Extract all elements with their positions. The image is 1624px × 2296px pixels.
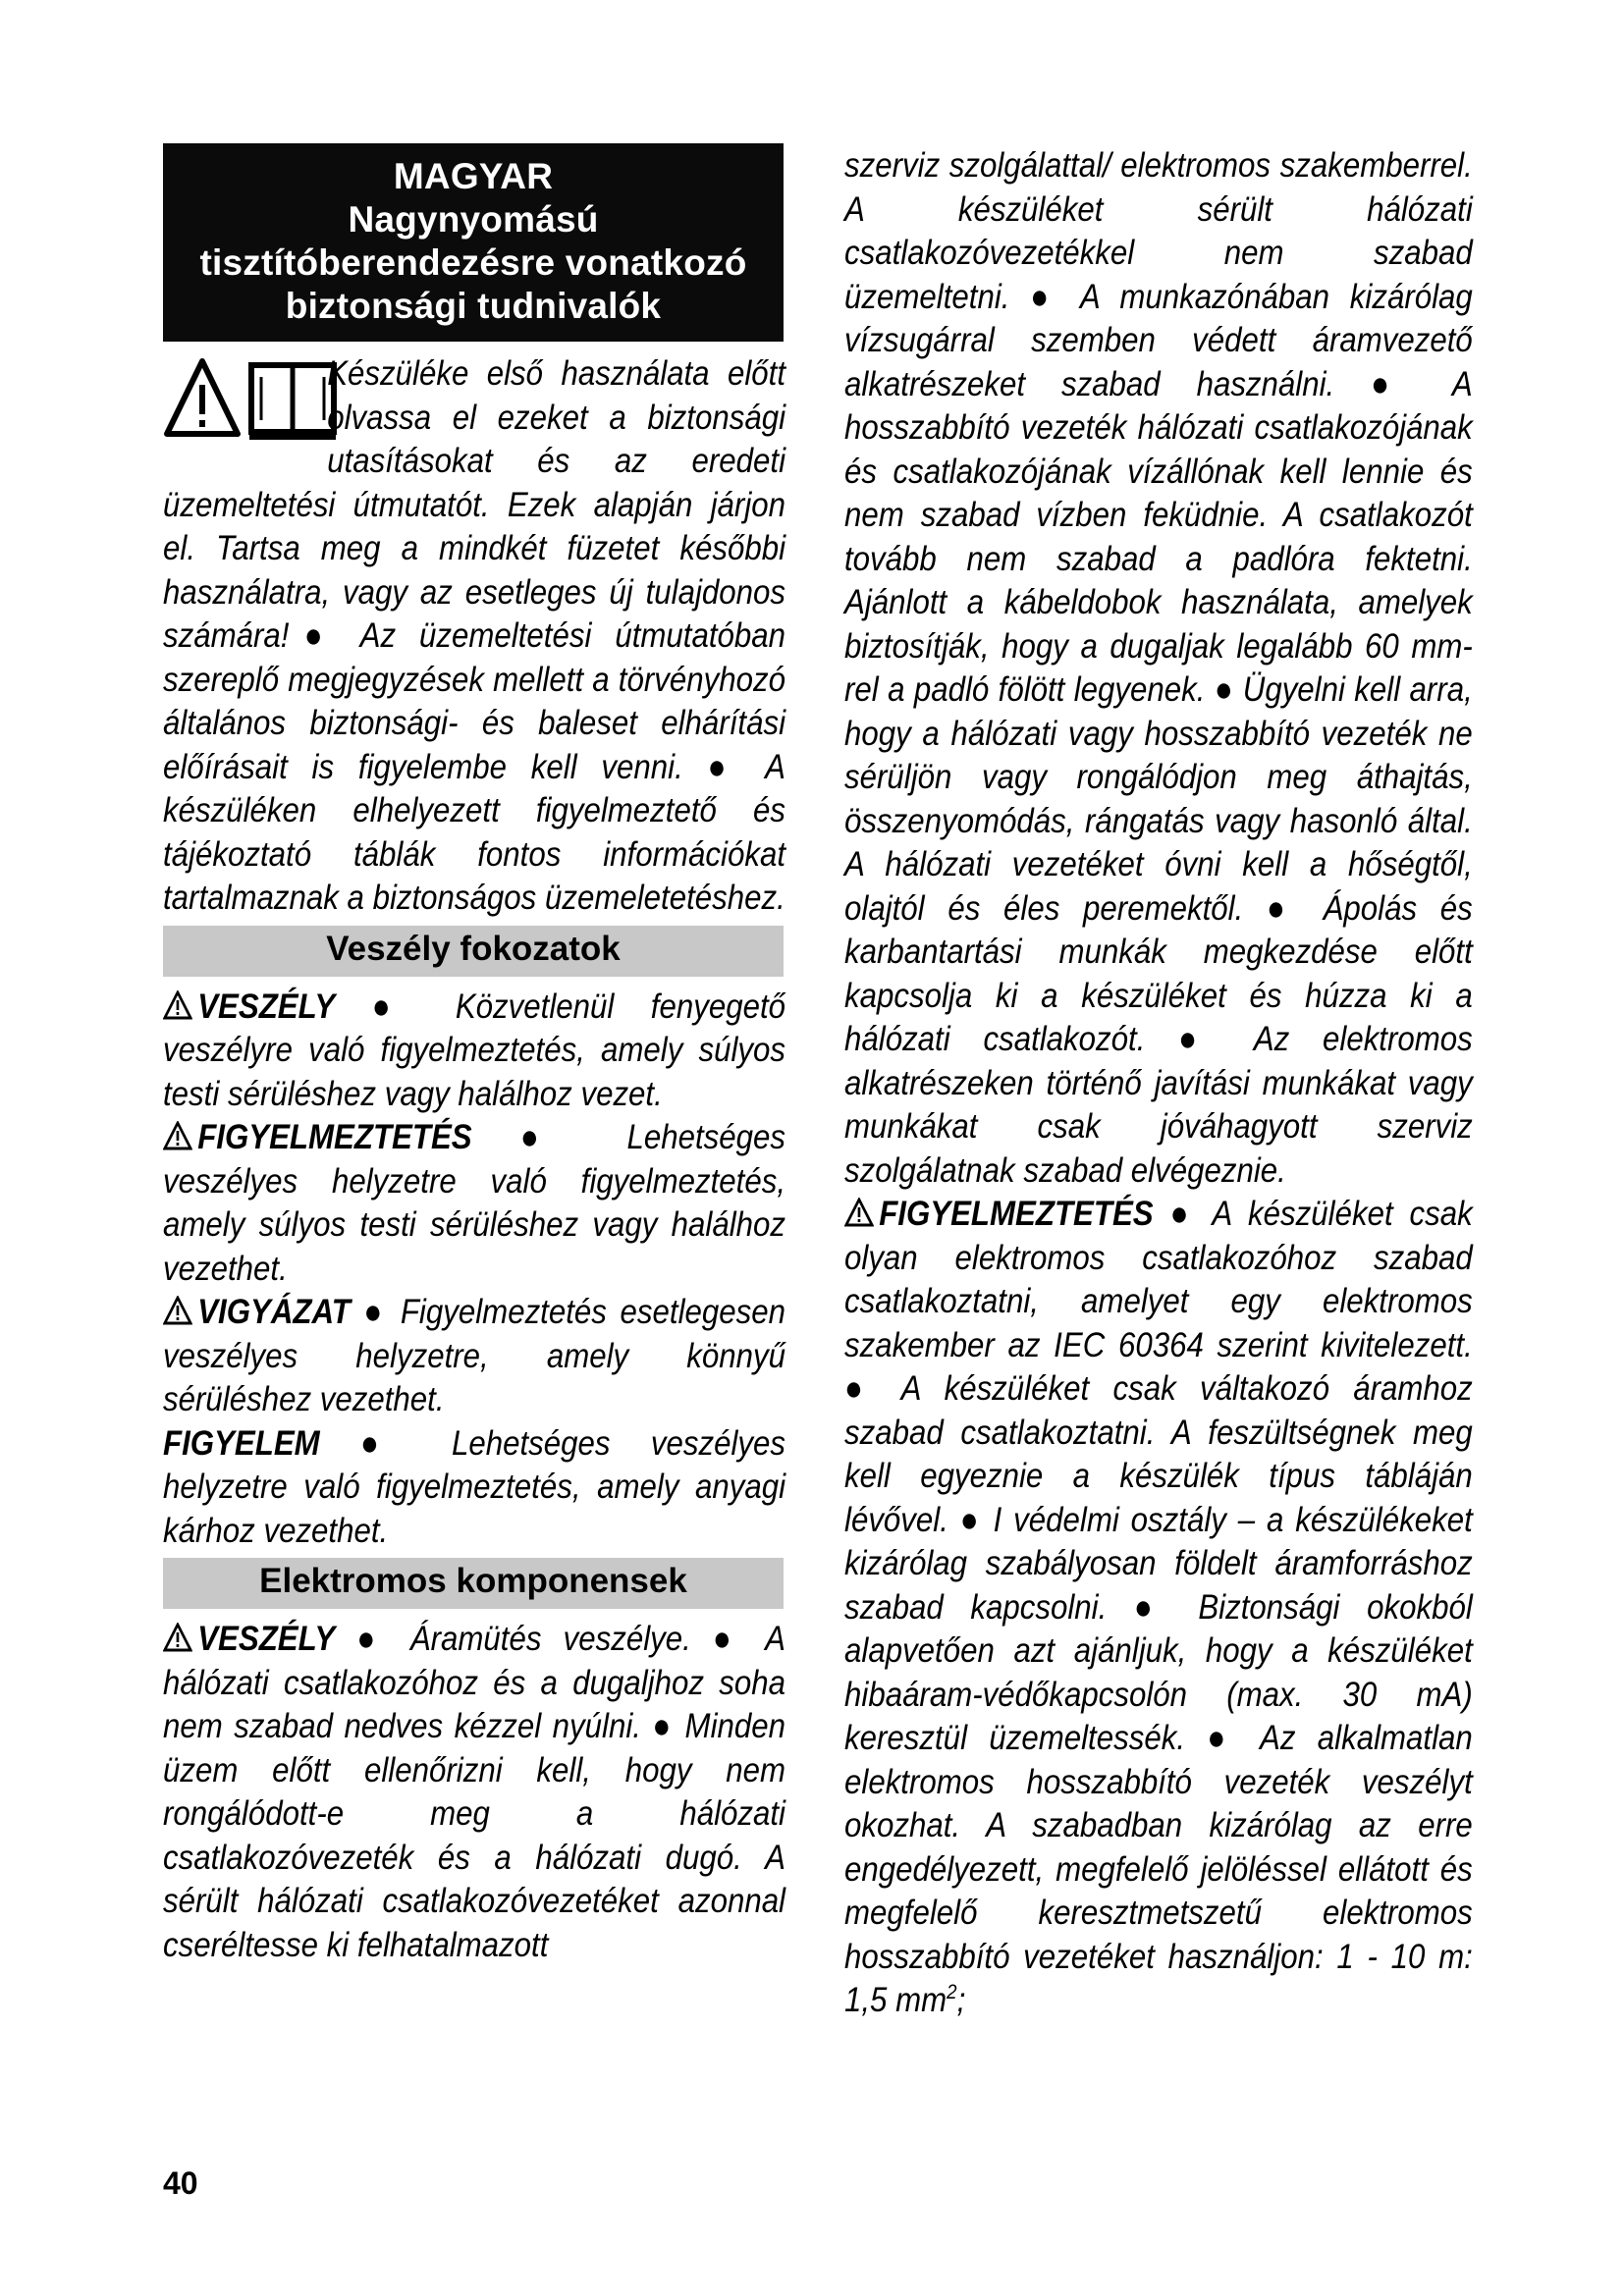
warning-triangle-icon: [163, 990, 192, 1020]
page-number: 40: [163, 2165, 198, 2201]
danger-level-danger: [163, 985, 785, 1116]
trailing-semicolon: ;: [956, 1980, 966, 2019]
right-column: [844, 143, 1473, 2022]
electrical-warning-text: ● A készüléket csak olyan elektromos csatlakozóhoz szabad csatlakoztatni, amelyet egy elektromos szakember az IEC 60364 szerint kivitelezett. ● A készüléket csak váltakozó áramhoz szabad csatlakoztatni. A feszültségnek meg kell egyeznie a készülék típus tábláján lévővel. ● I védelmi osztály – a készülékeket kizárólag szabályosan földelt áramforráshoz szabad kapcsolni. ● Biztonsági okokból alapvetően azt ajánljuk, hogy a készüléket hibaáram-védőkapcsolón (max. 30 mA) keresztül üzemeltessék. ● Az alkalmatlan elektromos hosszabbító vezeték veszélyt okozhat. A szabadban kizárólag az erre engedélyezett, megfelelő jelöléssel ellátott és megfelelő keresztmetszetű elektromos hosszabbító vezetéket használjon: 1 - 10 m: 1,5 mm: [844, 1194, 1473, 2019]
notice-text: ● Lehetséges veszélyes helyzetre való figyelmeztetés, amely anyagi kárhoz vezethet.: [163, 1422, 786, 1550]
danger-levels-heading: Veszély fokozatok: [163, 926, 784, 977]
superscript-two: 2: [947, 1980, 957, 2004]
electrical-warning-label: FIGYELMEZTETÉS: [879, 1194, 1154, 1233]
intro-text: Készüléke első használata előtt olvassa el ezeket a biztonsági utasításokat és az eredeti üzemeltetési útmutatót. Ezek alapján járjon el. Tartsa meg a mindkét füzetet későbbi használatra, vagy az esetleges új tulajdonos számára!● Az üzemeltetési útmutatóban szereplő megjegyzések mellett a törvényhozó általános biztonsági- és baleset elhárítási előírásait is figyelembe kell venni. ● A készüléken elhelyezett figyelmeztető és tájékoztató táblák fontos információkat tartalmaznak a biztonságos üzemeletetéshez.: [163, 353, 786, 917]
danger-label: VESZÉLY: [197, 986, 336, 1026]
danger-level-warning: [163, 1115, 785, 1290]
electrical-danger-left: [163, 1617, 785, 1966]
electrical-danger-text-left: ● Áramütés veszélye. ● A hálózati csatlakozóhoz és a dugaljhoz soha nem szabad nedves kézzel nyúlni. ● Minden üzem előtt ellenőrizni kell, hogy nem rongálódott-e meg a hálózati csatlakozóvezeték és a hálózati dugó. A sérült hálózati csatlakozóvezetéket azonnal cseréltesse ki felhatalmazott: [163, 1619, 786, 1964]
title-line-1: Nagynyomású: [348, 199, 599, 240]
warning-text: ● Lehetséges veszélyes helyzetre való figyelmeztetés, amely súlyos testi sérüléshez vagy halálhoz vezethet.: [163, 1117, 786, 1288]
intro-block: [163, 351, 784, 920]
language-label: MAGYAR: [393, 156, 554, 196]
left-column: [163, 143, 784, 1966]
danger-level-caution: [163, 1290, 785, 1421]
warning-triangle-icon: [163, 1296, 192, 1325]
title-line-2: tisztítóberendezésre vonatkozó: [199, 242, 747, 283]
warning-triangle-icon: [163, 1121, 192, 1150]
electrical-warning: [844, 1192, 1473, 2022]
warning-triangle-icon: [844, 1198, 874, 1227]
electrical-heading: Elektromos komponensek: [163, 1558, 784, 1609]
notice-label: FIGYELEM: [163, 1422, 320, 1463]
danger-level-notice: [163, 1421, 785, 1553]
warning-label: FIGYELMEZTETÉS: [197, 1117, 472, 1156]
danger-text: ● Közvetlenül fenyegető veszélyre való figyelmeztetés, amely súlyos testi sérüléshez vagy halálhoz vezet.: [163, 986, 786, 1113]
electrical-danger-right: szerviz szolgálattal/ elektromos szakemberrel. A készüléket sérült hálózati csatlakozóvezetékkel nem szabad üzemeltetni. ● A munkazónában kizárólag vízsugárral szemben védett áramvezető alkatrészeket szabad használni. ● A hosszabbító vezeték hálózati csatlakozójának és csatlakozójának vízállónak kell lennie és nem szabad vízben feküdnie. A csatlakozót tovább nem szabad a padlóra fektetni. Ajánlott a kábeldobok használata, amelyek biztosítják, hogy a dugaljak legalább 60 mm-rel a padló fölött legyenek. ● Ügyelni kell arra, hogy a hálózati vagy hosszabbító vezeték ne sérüljön vagy rongálódjon meg áthajtás, összenyomódás, rángatás vagy hasonló által. A hálózati vezetéket óvni kell a hőségtől, olajtól és éles peremektől. ● Ápolás és karbantartási munkák megkezdése előtt kapcsolja ki a készüléket és húzza ki a hálózati csatlakozót. ● Az elektromos alkatrészeken történő javítási munkákat vagy munkákat csak jóváhagyott szerviz szolgálatnak szabad elvégeznie.: [844, 145, 1473, 1190]
title-banner: [163, 143, 784, 342]
title-line-3: biztonsági tudnivalók: [285, 286, 662, 326]
caution-label: VIGYÁZAT: [197, 1292, 351, 1331]
warning-triangle-icon: [163, 1623, 192, 1652]
electrical-danger-label: VESZÉLY: [197, 1619, 336, 1658]
caution-text: ● Figyelmeztetés esetlegesen veszélyes helyzetre, amely könnyű sérüléshez vezethet.: [163, 1292, 786, 1418]
